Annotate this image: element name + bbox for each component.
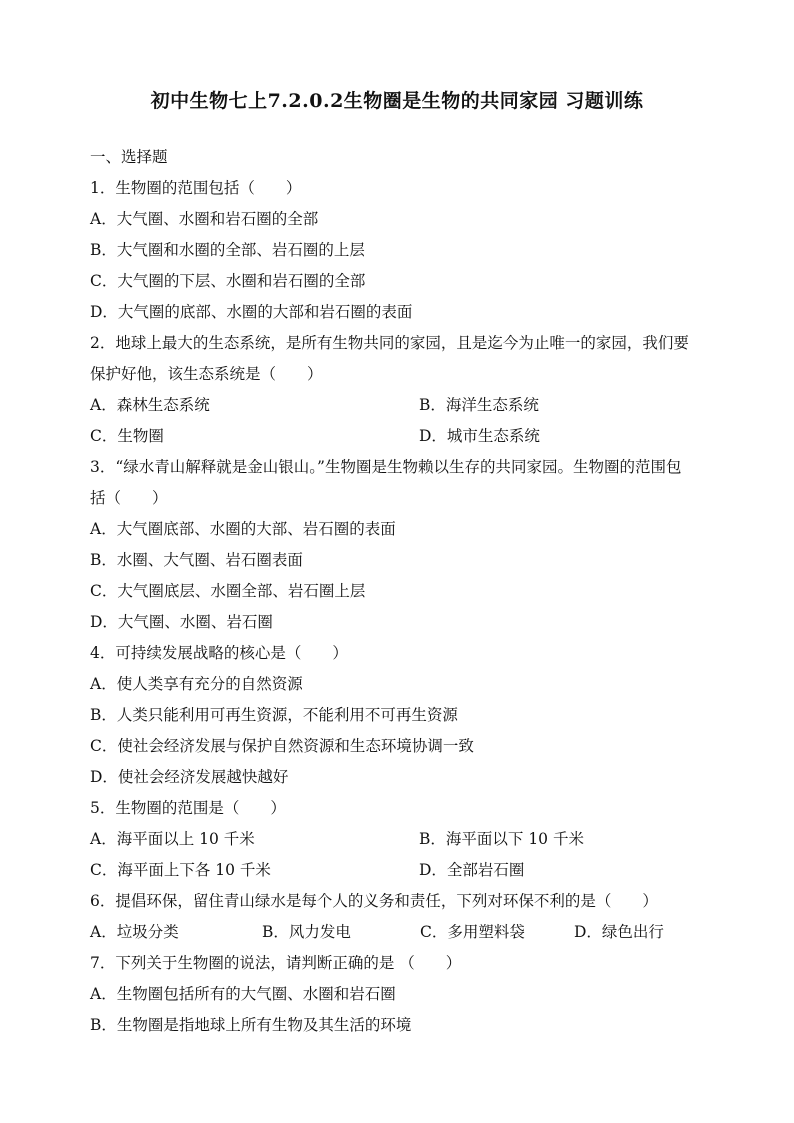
- question-3-option-d: D．大气圈、水圈、岩石圈: [90, 613, 273, 631]
- question-5-options-row-2: [90, 855, 710, 886]
- question-6-option-d: D．绿色出行: [574, 923, 664, 941]
- question-2-option-a: A．森林生态系统: [90, 396, 210, 414]
- question-5-stem: 5．生物圈的范围是（ ）: [90, 799, 286, 817]
- question-list: [90, 142, 710, 1041]
- question-4-option-a: A．使人类享有充分的自然资源: [90, 675, 303, 693]
- question-5-options-row-1: [90, 824, 710, 855]
- question-5-option-d: D．全部岩石圈: [419, 861, 525, 879]
- section-heading: 一、选择题: [90, 148, 168, 166]
- question-4-stem: 4．可持续发展战略的核心是（ ）: [90, 644, 348, 662]
- question-1-option-d: D．大气圈的底部、水圈的大部和岩石圈的表面: [90, 303, 413, 321]
- question-3-option-c: C．大气圈底层、水圈全部、岩石圈上层: [90, 582, 366, 600]
- question-2-options-row-1: [90, 390, 710, 421]
- question-3-option-b: B．水圈、大气圈、岩石圈表面: [90, 551, 303, 569]
- question-4-option-d: D．使社会经济发展越快越好: [90, 768, 289, 786]
- question-2-stem-line-2: 保护好他，该生态系统是（ ）: [90, 365, 323, 383]
- question-6-option-a: A．垃圾分类: [90, 923, 179, 941]
- question-6-option-b: B．风力发电: [262, 923, 351, 941]
- question-2-stem-line-1: 2．地球上最大的生态系统，是所有生物共同的家园，且是迄今为止唯一的家园，我们要: [90, 334, 689, 352]
- question-1-option-c: C．大气圈的下层、水圈和岩石圈的全部: [90, 272, 366, 290]
- question-2-options-row-2: [90, 421, 710, 452]
- question-6-options-row: [90, 917, 710, 948]
- question-7-stem: 7．下列关于生物圈的说法，请判断正确的是 （ ）: [90, 954, 462, 972]
- question-6-option-c: C．多用塑料袋: [420, 923, 525, 941]
- question-1-stem: 1．生物圈的范围包括（ ）: [90, 179, 302, 197]
- question-2-option-c: C．生物圈: [90, 427, 164, 445]
- page-title: 初中生物七上7.2.0.2生物圈是生物的共同家园 习题训练: [150, 90, 644, 112]
- question-4-option-c: C．使社会经济发展与保护自然资源和生态环境协调一致: [90, 737, 474, 755]
- question-5-option-c: C．海平面上下各 10 千米: [90, 861, 271, 879]
- question-5-option-b: B．海平面以下 10 千米: [419, 830, 584, 848]
- question-4-option-b: B．人类只能利用可再生资源，不能利用不可再生资源: [90, 706, 458, 724]
- question-3-stem-line-2: 括（ ）: [90, 489, 168, 507]
- question-7-option-a: A．生物圈包括所有的大气圈、水圈和岩石圈: [90, 985, 396, 1003]
- question-5-option-a: A．海平面以上 10 千米: [90, 830, 255, 848]
- question-2-option-d: D．城市生态系统: [419, 427, 540, 445]
- question-1-option-b: B．大气圈和水圈的全部、岩石圈的上层: [90, 241, 365, 259]
- question-3-stem-line-1: 3．“绿水青山解释就是金山银山。”生物圈是生物赖以生存的共同家园。生物圈的范围包: [90, 458, 682, 476]
- question-1-option-a: A．大气圈、水圈和岩石圈的全部: [90, 210, 319, 228]
- question-6-stem: 6．提倡环保，留住青山绿水是每个人的义务和责任，下列对环保不利的是（ ）: [90, 892, 658, 910]
- question-2-option-b: B．海洋生态系统: [419, 396, 539, 414]
- question-7-option-b: B．生物圈是指地球上所有生物及其生活的环境: [90, 1016, 412, 1034]
- question-3-option-a: A．大气圈底部、水圈的大部、岩石圈的表面: [90, 520, 396, 538]
